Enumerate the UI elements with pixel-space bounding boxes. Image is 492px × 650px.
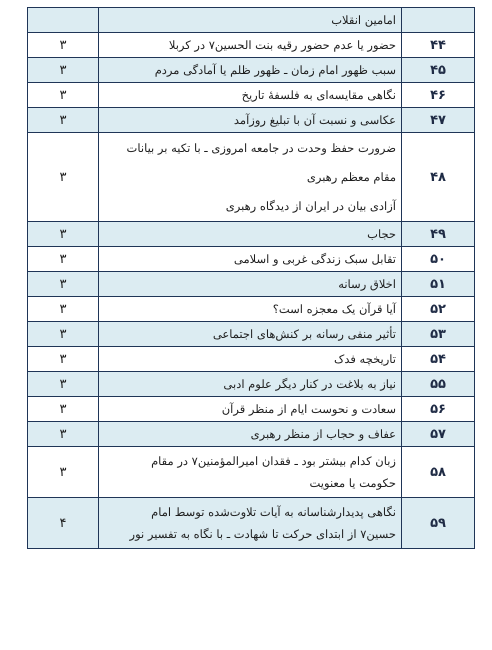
row-title-line: حکومت یا معنویت (309, 476, 396, 490)
topics-table (27, 7, 475, 549)
row-number: ۴۹ (402, 222, 475, 247)
table-row (28, 322, 475, 347)
row-count: ۳ (28, 347, 99, 372)
row-title-line: اخلاق رسانه (338, 277, 396, 291)
row-title (99, 247, 402, 272)
table-row (28, 397, 475, 422)
table-row (28, 83, 475, 108)
table-row (28, 272, 475, 297)
row-title-line: زبان کدام بیشتر بود ـ فقدان امیرالمؤمنین۷ در مقام (151, 454, 396, 468)
row-title-line: آزادی بیان در ایران از دیدگاه رهبری (225, 198, 396, 213)
row-count: ۳ (28, 133, 99, 222)
row-title-line: نگاهی مقایسه‌ای به فلسفۀ تاریخ (241, 88, 396, 102)
row-number: ۵۳ (402, 322, 475, 347)
row-count: ۳ (28, 108, 99, 133)
row-count: ۴ (28, 498, 99, 549)
row-number: ۵۰ (402, 247, 475, 272)
row-number: ۵۸ (402, 447, 475, 498)
row-number: ۵۶ (402, 397, 475, 422)
row-count: ۳ (28, 83, 99, 108)
row-title (99, 347, 402, 372)
table-row (28, 133, 475, 222)
row-title-line: آیا قرآن یک معجزه است؟ (272, 302, 396, 316)
row-title (99, 58, 402, 83)
row-title-line: تأثیر منفی رسانه بر کنش‌های اجتماعی (212, 327, 396, 341)
table-row (28, 58, 475, 83)
table-row (28, 347, 475, 372)
row-count: ۳ (28, 222, 99, 247)
row-title-line: حجاب (367, 227, 396, 241)
row-count: ۳ (28, 447, 99, 498)
table-header-row (28, 8, 475, 33)
row-count: ۳ (28, 322, 99, 347)
row-title-line: نیاز به بلاغت در کنار دیگر علوم ادبی (223, 377, 396, 391)
row-number: ۴۴ (402, 33, 475, 58)
row-title (99, 498, 402, 549)
row-number: ۵۲ (402, 297, 475, 322)
row-title (99, 297, 402, 322)
table-row (28, 297, 475, 322)
row-number: ۴۷ (402, 108, 475, 133)
row-number: ۵۵ (402, 372, 475, 397)
table-row (28, 222, 475, 247)
row-count: ۳ (28, 272, 99, 297)
row-count: ۳ (28, 247, 99, 272)
row-title (99, 397, 402, 422)
table-row (28, 447, 475, 498)
row-number: ۵۴ (402, 347, 475, 372)
header-count-cell (28, 8, 99, 33)
row-title (99, 322, 402, 347)
row-title-line: سبب ظهور امام زمان ـ ظهور ظلم یا آمادگی مردم (154, 63, 396, 77)
row-title (99, 83, 402, 108)
row-title-line: تقابل سبک زندگی غربی و اسلامی (233, 252, 396, 266)
row-number: ۵۷ (402, 422, 475, 447)
row-number: ۵۱ (402, 272, 475, 297)
header-title-cell: امامین انقلاب (99, 8, 402, 33)
row-title-line: تاریخچه فدک (334, 352, 396, 366)
table-row (28, 33, 475, 58)
row-number: ۴۵ (402, 58, 475, 83)
row-title (99, 372, 402, 397)
row-count: ۳ (28, 422, 99, 447)
row-title (99, 447, 402, 498)
row-title-line: مقام معظم رهبری (306, 169, 396, 184)
row-title-line: سعادت و نحوست ایام از منظر قرآن (221, 402, 396, 416)
row-title-line: عکاسی و نسبت آن با تبلیغ روزآمد (233, 113, 396, 127)
row-count: ۳ (28, 372, 99, 397)
row-title (99, 222, 402, 247)
table-row (28, 247, 475, 272)
row-title (99, 108, 402, 133)
table-row (28, 108, 475, 133)
row-count: ۳ (28, 297, 99, 322)
row-title (99, 272, 402, 297)
row-title (99, 133, 402, 222)
row-title-line: عفاف و حجاب از منظر رهبری (250, 427, 396, 441)
table-row (28, 498, 475, 549)
row-number: ۴۸ (402, 133, 475, 222)
table-row (28, 422, 475, 447)
header-number-cell (402, 8, 475, 33)
row-title-line: نگاهی پدیدارشناسانه به آیات تلاوت‌شده توسط امام (151, 505, 396, 519)
row-number: ۴۶ (402, 83, 475, 108)
row-number: ۵۹ (402, 498, 475, 549)
table-row (28, 372, 475, 397)
row-count: ۳ (28, 58, 99, 83)
row-title-line: ضرورت حفظ وحدت در جامعه امروزی ـ با تکیه بر بیانات (126, 140, 396, 155)
row-title (99, 422, 402, 447)
row-count: ۳ (28, 397, 99, 422)
row-title (99, 33, 402, 58)
row-count: ۳ (28, 33, 99, 58)
row-title-line: حضور یا عدم حضور رقیه بنت الحسین۷ در کربلا (168, 38, 396, 52)
row-title-line: حسین۷ از ابتدای حرکت تا شهادت ـ با نگاه به تفسیر نور (129, 527, 396, 541)
